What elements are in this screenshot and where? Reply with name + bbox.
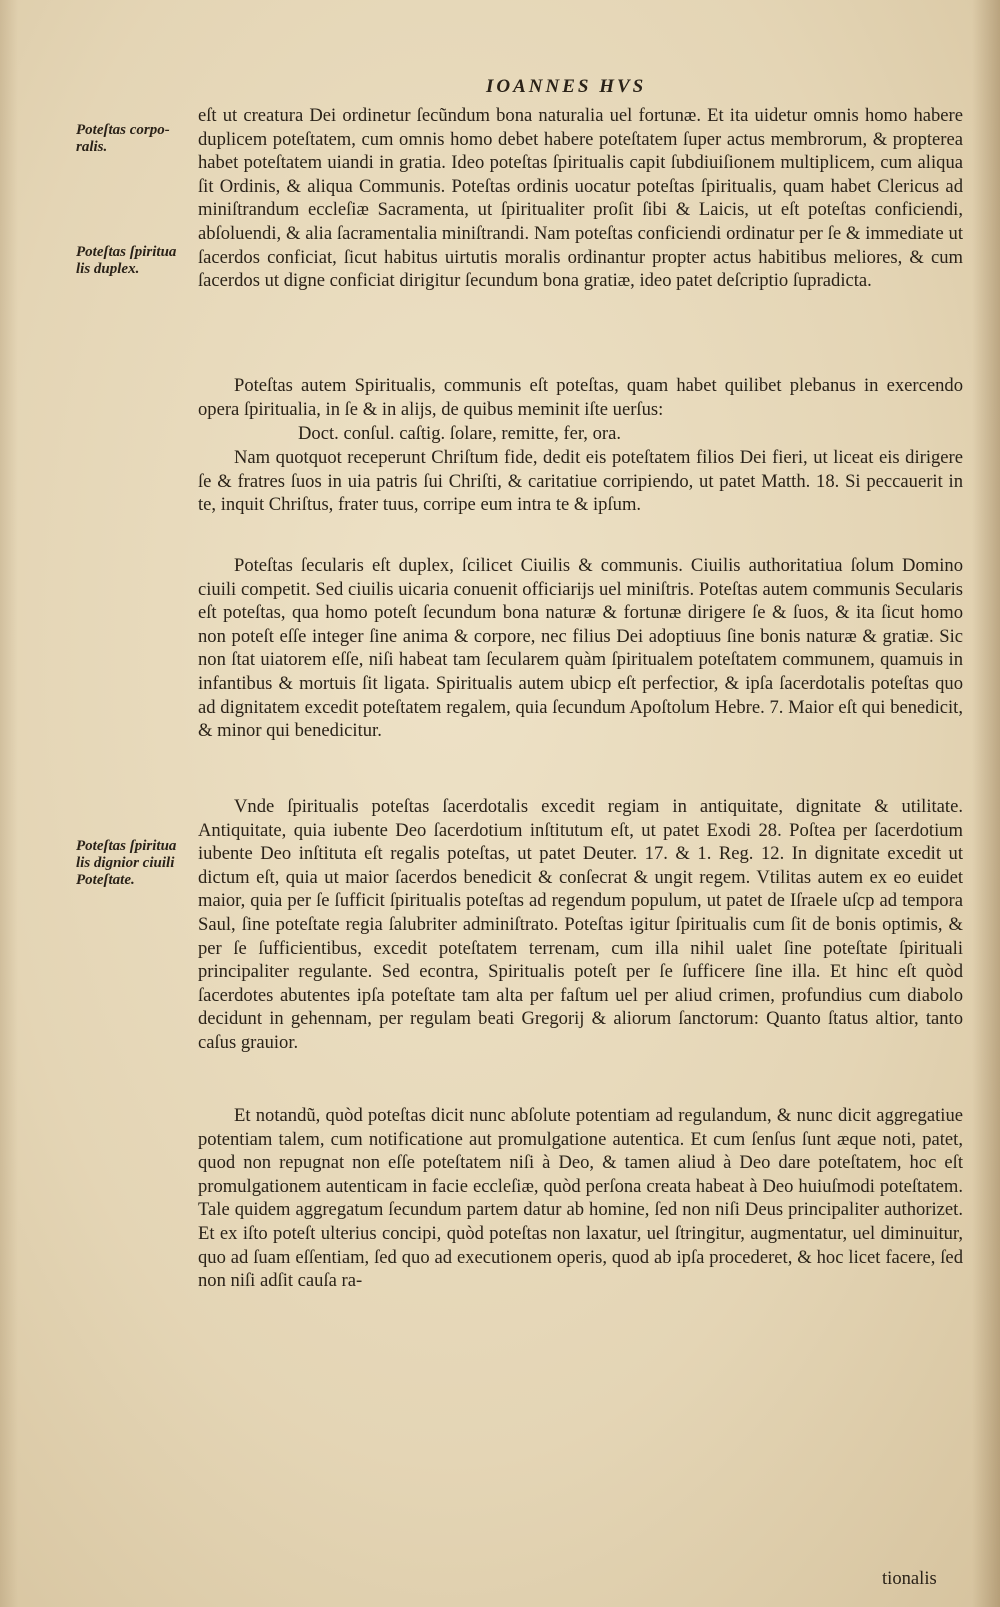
paragraph-1: eſt ut creatura Dei ordinetur ſecũndum bona naturalia uel fortunæ. Et ita uidetur omnis homo habere duplicem poteſtatem, cum omnis homo debet habere poteſtatem ſuper actus membrorum, & propterea habet poteſtatem uiandi in gratia. Ideo poteſtas ſpiritualis capit ſubdiuiſionem multiplicem, cum aliqua ſit Ordinis, & aliqua Communis. Poteſtas ordinis uocatur poteſtas ſpiritualis, quam habet Clericus ad miniſtrandum eccleſiæ Sacramenta, ut ſpiritualiter proſit ſibi & Laicis, ut eſt poteſtas conficiendi, abſoluendi, & alia ſacramentalia miniſtrandi. Nam poteſtas conficiendi ordinatur per ſe & immediate ut ſacerdos conficiat, ſicut habitus uirtutis moralis ordinantur propter actus habitibus meliores, & cum ſacerdos ut digne conficiat dirigitur ſecundum bona gratiæ, ideo patet deſcriptio ſupradicta. (198, 105, 963, 292)
paragraph-3: Nam quotquot receperunt Chriſtum fide, dedit eis poteſtatem filios Dei fieri, ut liceat eis dirigere ſe & fratres ſuos in uia patris ſui Chriſti, & caritatiue corripiendo, ut patet Matth. 18. Si peccauerit in te, inquit Chriſtus, frater tuus, corripe eum intra te & ipſum. (198, 447, 963, 516)
margin-note-spiritualis-duplex: Poteſtas ſpiritua lis duplex. (76, 244, 177, 277)
page-shadow-right (972, 0, 1000, 1607)
margin-note-spiritualis-dignior: Poteſtas ſpiritua lis dignior ciuili Poteſtate. (76, 838, 177, 888)
verse-line: Doct. conſul. caſtig. ſolare, remitte, fer, ora. (298, 423, 621, 444)
catchword: tionalis (882, 1568, 937, 1589)
page-shadow-left (0, 0, 18, 1607)
paragraph-2: Poteſtas autem Spiritualis, communis eſt poteſtas, quam habet quilibet plebanus in exercendo opera ſpiritualia, in ſe & in alijs, de quibus meminit iſte uerſus: (198, 375, 963, 420)
paragraph-5: Vnde ſpiritualis poteſtas ſacerdotalis excedit regiam in antiquitate, dignitate & utilitate. Antiquitate, quia iubente Deo ſacerdotium inſtitutum eſt, ut patet Exodi 28. Poſtea per ſacerdotium iubente Deo inſtituta eſt regalis poteſtas, ut patet Deuter. 17. & 1. Reg. 12. In dignitate excedit ut dictum eſt, quia ut maior ſacerdos benedicit & conſecrat & ungit regem. Vtilitas autem ex eo euidet maior, quia per ſe ſufficit ſpiritualis poteſtas ad regendum populum, ut patet de Iſraele uſcp ad tempora Saul, ſine poteſtate regia ſalubriter adminiſtrato. Poteſtas igitur ſpiritualis cum ſit de bonis optimis, & per ſe ſufficientibus, excedit poteſtatem terrenam, cum illa nihil ualet ſine poteſtate ſpirituali principaliter regulante. Sed econtra, Spiritualis poteſt per ſe ſufficere ſine illa. Et hinc eſt quòd ſacerdotes abutentes ipſa poteſtate tam alta per faſtum uel per aliud crimen, profundius cum diabolo decidunt in gehennam, per regulam beati Gregorij & aliorum ſanctorum: Quanto ſtatus altior, tanto caſus grauior. (198, 796, 963, 1053)
margin-note-corporalis: Poteſtas corporalis. (76, 122, 170, 155)
paragraph-6: Et notandũ, quòd poteſtas dicit nunc abſolute potentiam ad regulandum, & nunc dicit aggregatiue potentiam talem, cum notificatione aut promulgatione autentica. Et cum ſenſus ſunt æque noti, patet, quod non repugnat non eſſe poteſtatem niſi à Deo, & tamen aliud à Deo dare poteſtatem, hoc eſt promulgationem autenticam in facie eccleſiæ, quòd perſona creata habeat à Deo huiuſmodi poteſtatem. Tale quidem aggregatum ſecundum partem datur ab homine, ſed non niſi Deus principaliter authorizet. Et ex iſto poteſt ulterius concipi, quòd poteſtas non laxatur, uel ſtringitur, augmentatur, uel diminuitur, quo ad ſuam eſſentiam, ſed quo ad executionem operis, quod ab ipſa procederet, & hoc licet facere, ſed non niſi adſit cauſa ra- (198, 1105, 963, 1292)
paragraph-4: Poteſtas ſecularis eſt duplex, ſcilicet Ciuilis & communis. Ciuilis authoritatiua ſolum Domino ciuili competit. Sed ciuilis uicaria conuenit officiarijs uel miniſtris. Poteſtas autem communis Secularis eſt poteſtas, qua homo poteſt ſecundum bona naturæ & fortunæ dirigere ſe & ſuos, & ita ſicut homo non poteſt eſſe integer ſine anima & corpore, nec filius Dei adoptiuus ſine bonis naturæ & gratiæ. Sic non ſtat uiatorem eſſe, niſi habeat tam ſecularem quàm ſpiritualem poteſtatem communem, quamuis in infantibus & mortuis ſit ligata. Spiritualis autem ubicp eſt perfectior, & ipſa ſacerdotalis poteſtas quo ad dignitatem excedit poteſtatem regalem, quia ſecundum Apoſtolum Hebre. 7. Maior eſt qui benedicit, & minor qui benedicitur. (198, 555, 963, 742)
running-head: IOANNES HVS (486, 76, 647, 97)
